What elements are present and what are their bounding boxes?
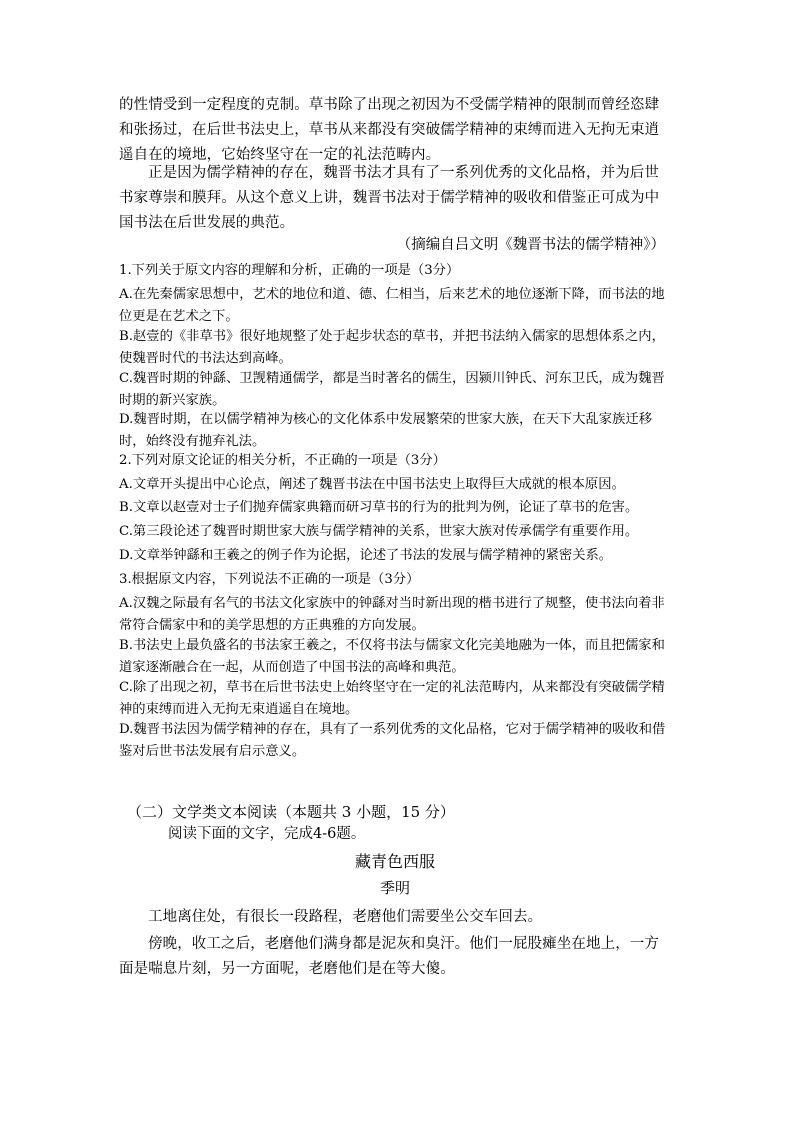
- question-2-option-d: D.文章举钟繇和王羲之的例子作为论据，论述了书法的发展与儒学精神的紧密关系。: [119, 548, 613, 563]
- question-3-option-d: D.魏晋书法因为儒学精神的存在，具有了一系列优秀的文化品格，它对于儒学精神的吸收和借鉴对后世书法发展有启示意义。: [119, 722, 666, 759]
- question-1-option-c: C.魏晋时期的钟繇、卫觊精通儒学，都是当时著名的儒生，因颍川钟氏、河东卫氏，成为魏晋时期的新兴家族。: [119, 371, 665, 408]
- question-1-stem: 1.下列关于原文内容的理解和分析，正确的一项是（3分）: [119, 263, 460, 278]
- story-paragraph-1: 工地离住处，有很长一段路程，老磨他们需要坐公交车回去。: [148, 909, 543, 925]
- passage-paragraph-2: 正是因为儒学精神的存在，魏晋书法才具有了一系列优秀的文化品格，并为后世书家尊崇和膜拜。从这个意义上讲，魏晋书法对于儒学精神的吸收和借鉴正可成为中国书法在后世发展的典范。: [119, 165, 660, 231]
- reading-instruction: 阅读下面的文字，完成4-6题。: [168, 826, 366, 842]
- story-title: 藏青色西服: [354, 852, 435, 871]
- question-3-option-c: C.除了出现之初，草书在后世书法史上始终坚守在一定的礼法范畴内，从来都没有突破儒学精神的束缚而进入无拘无束逍遥自在境地。: [119, 680, 665, 717]
- question-1-option-a: A.在先秦儒家思想中，艺术的地位和道、德、仁相当，后来艺术的地位逐渐下降，而书法的地位更是在艺术之下。: [119, 287, 665, 324]
- question-2-option-a: A.文章开头提出中心论点，阐述了魏晋书法在中国书法史上取得巨大成就的根本原因。: [119, 477, 625, 492]
- story-paragraph-2: 傍晚，收工之后，老磨他们满身都是泥灰和臭汗。他们一屁股瘫坐在地上，一方面是喘息片刻，另一方面呢，老磨他们是在等大傻。: [119, 936, 659, 977]
- question-1-option-b: B.赵壹的《非草书》很好地规整了处于起步状态的草书，并把书法纳入儒家的思想体系之内，使魏晋时代的书法达到高峰。: [119, 329, 665, 366]
- question-2-stem: 2.下列对原文论证的相关分析，不正确的一项是（3分）: [119, 453, 446, 468]
- question-3-option-b: B.书法史上最负盛名的书法家王羲之，不仅将书法与儒家文化完美地融为一体，而且把儒家和道家逐渐融合在一起，从而创造了中国书法的高峰和典范。: [119, 638, 665, 675]
- question-1-option-d: D.魏晋时期，在以儒学精神为核心的文化体系中发展繁荣的世家大族，在天下大乱家族迁移时，始终没有抛弃礼法。: [119, 412, 652, 449]
- question-3-option-a: A.汉魏之际最有名气的书法文化家族中的钟繇对当时新出现的楷书进行了规整，使书法向着非常符合儒家中和的美学思想的方正典雅的方向发展。: [119, 596, 665, 633]
- passage-source: （摘编自吕文明《魏晋书法的儒学精神》）: [396, 237, 665, 253]
- story-author: 季明: [379, 879, 410, 897]
- question-2-option-c: C.第三段论述了魏晋时期世家大族与儒学精神的关系，世家大族对传承儒学有重要作用。: [119, 524, 639, 539]
- question-2-option-b: B.文章以赵壹对士子们抛弃儒家典籍而研习草书的行为的批判为例，论证了草书的危害。: [119, 500, 639, 515]
- passage-paragraph-1: 的性情受到一定程度的克制。草书除了出现之初因为不受儒学精神的限制而曾经恣肆和张扬过，在后世书法史上，草书从来都没有突破儒学精神的束缚而进入无拘无束逍遥自在的境地，它始终坚守在一定的礼法范畴内。: [119, 97, 660, 163]
- question-3-stem: 3.根据原文内容，下列说法不正确的一项是（3分）: [119, 572, 420, 587]
- section-heading: （二）文学类文本阅读（本题共 3 小题，15 分）: [127, 803, 455, 821]
